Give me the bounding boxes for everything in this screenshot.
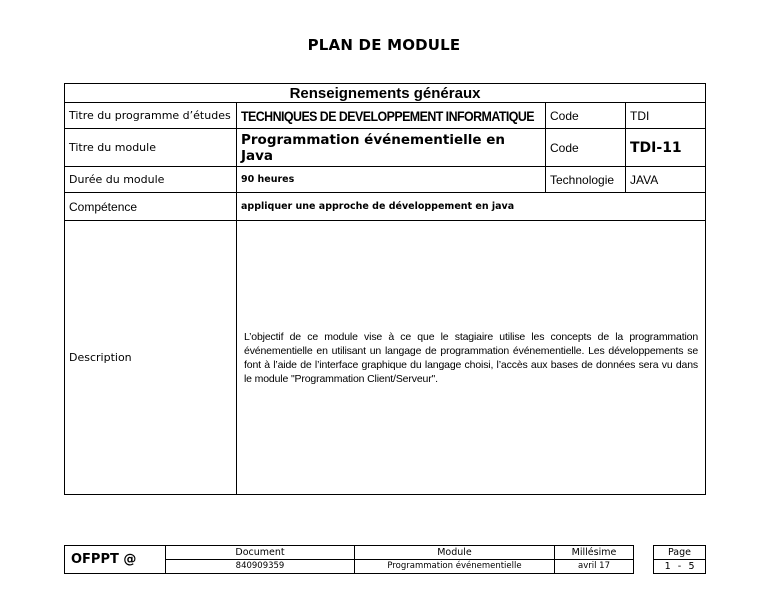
footer-document-value: 840909359 xyxy=(166,560,355,574)
description-value: L’objectif de ce module vise à ce que le stagiaire utilise les concepts de la programmation événementielle en utilisant un langage de programmation événementielle. Les développements se font à l’aide de l’interface graphique du langage choisi, l’accès aux bases de données sera vu dans le module "Programmation Client/Serveur". xyxy=(237,221,706,495)
programme-code-value: TDI xyxy=(626,103,706,129)
footer-module-value: Programmation événementielle xyxy=(355,560,555,574)
technology-label: Technologie xyxy=(546,167,626,193)
competence-label: Compétence xyxy=(65,193,237,221)
competence-value: appliquer une approche de développement en java xyxy=(237,193,706,221)
section-header: Renseignements généraux xyxy=(65,84,706,103)
footer-millesime-label: Millésime xyxy=(555,546,634,560)
footer-page-label: Page xyxy=(654,546,706,560)
footer-document-label: Document xyxy=(166,546,355,560)
footer-module-label: Module xyxy=(355,546,555,560)
module-code-value: TDI-11 xyxy=(626,129,706,167)
module-code-label: Code xyxy=(546,129,626,167)
duration-label: Durée du module xyxy=(65,167,237,193)
description-label: Description xyxy=(65,221,237,495)
footer-millesime-value: avril 17 xyxy=(555,560,634,574)
programme-title-value: TECHNIQUES DE DEVELOPPEMENT INFORMATIQUE xyxy=(241,109,535,124)
module-title-value: Programmation événementielle en Java xyxy=(237,129,546,167)
general-info-table xyxy=(64,83,706,495)
programme-title-cell xyxy=(237,103,546,129)
duration-value: 90 heures xyxy=(237,167,546,193)
footer-page-value: 1 - 5 xyxy=(654,560,706,574)
technology-value: JAVA xyxy=(626,167,706,193)
module-title-label: Titre du module xyxy=(65,129,237,167)
programme-title-label: Titre du programme d’études xyxy=(65,103,237,129)
footer-table xyxy=(64,545,706,574)
ofppt-logo: OFPPT @ xyxy=(65,546,166,574)
document-title: PLAN DE MODULE xyxy=(307,36,461,54)
footer-spacer xyxy=(634,546,654,574)
programme-code-label: Code xyxy=(546,103,626,129)
